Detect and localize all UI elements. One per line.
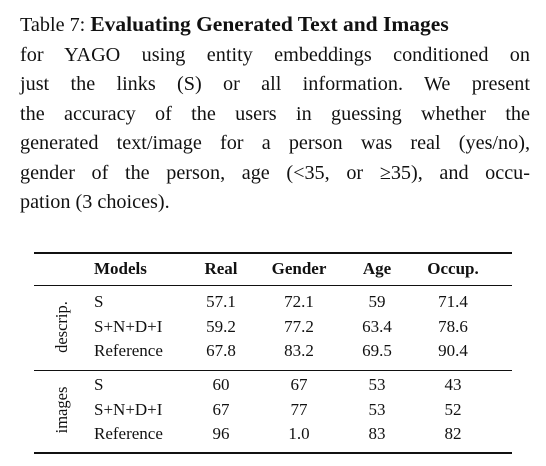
cell-age: 53	[368, 400, 386, 419]
cell-real: 96	[212, 424, 230, 443]
cell-gender: 1.0	[288, 424, 310, 443]
cell-model: Reference	[94, 341, 163, 360]
caption-line-1	[20, 10, 530, 41]
caption-line-3: just the links (S) or all information. We present	[20, 73, 530, 95]
cell-occup: 90.4	[438, 341, 468, 360]
group-rule	[34, 370, 512, 371]
table-caption	[20, 10, 530, 218]
cell-occup: 82	[444, 424, 462, 443]
cell-model: S+N+D+I	[94, 317, 163, 336]
cell-occup: 78.6	[438, 317, 468, 336]
header-real: Real	[204, 259, 238, 278]
cell-gender: 77.2	[284, 317, 314, 336]
group-label-descrip: descrip.	[52, 301, 71, 353]
cell-gender: 83.2	[284, 341, 314, 360]
cell-occup: 71.4	[438, 292, 468, 311]
top-rule	[34, 252, 512, 254]
cell-occup: 43	[444, 375, 462, 394]
cell-age: 53	[368, 375, 386, 394]
cell-real: 57.1	[206, 292, 236, 311]
caption-label: Table 7:	[20, 14, 86, 36]
caption-title: Evaluating Generated Text and Images	[90, 12, 449, 36]
cell-real: 59.2	[206, 317, 236, 336]
cell-model: Reference	[94, 424, 163, 443]
cell-model: S	[94, 292, 104, 311]
header-models: Models	[94, 259, 147, 278]
results-table	[34, 246, 512, 454]
cell-real: 60	[212, 375, 230, 394]
header-occup: Occup.	[427, 259, 479, 278]
cell-age: 59	[368, 292, 386, 311]
caption-line-5: generated text/image for a person was real (yes/no),	[20, 132, 530, 154]
caption-line-2: for YAGO using entity embeddings conditioned on	[20, 43, 530, 66]
header-age: Age	[362, 259, 392, 278]
caption-line-7: pation (3 choices).	[20, 191, 170, 213]
cell-age: 69.5	[362, 341, 392, 360]
cell-model: S	[94, 375, 104, 394]
cell-model: S+N+D+I	[94, 400, 163, 419]
header-gender: Gender	[271, 259, 327, 278]
cell-gender: 77	[290, 400, 308, 419]
cell-occup: 52	[444, 400, 462, 419]
cell-gender: 67	[290, 375, 308, 394]
cell-real: 67	[212, 400, 230, 419]
cell-age: 83	[368, 424, 386, 443]
cell-gender: 72.1	[284, 292, 314, 311]
cell-age: 63.4	[362, 317, 392, 336]
cell-real: 67.8	[206, 341, 236, 360]
bottom-rule	[34, 452, 512, 454]
caption-line-6: gender of the person, age (<35, or ≥35), and occu-	[20, 161, 530, 184]
caption-line-4: the accuracy of the users in guessing whether the	[20, 102, 530, 125]
group-label-images: images	[52, 386, 71, 434]
header-rule	[34, 285, 512, 286]
